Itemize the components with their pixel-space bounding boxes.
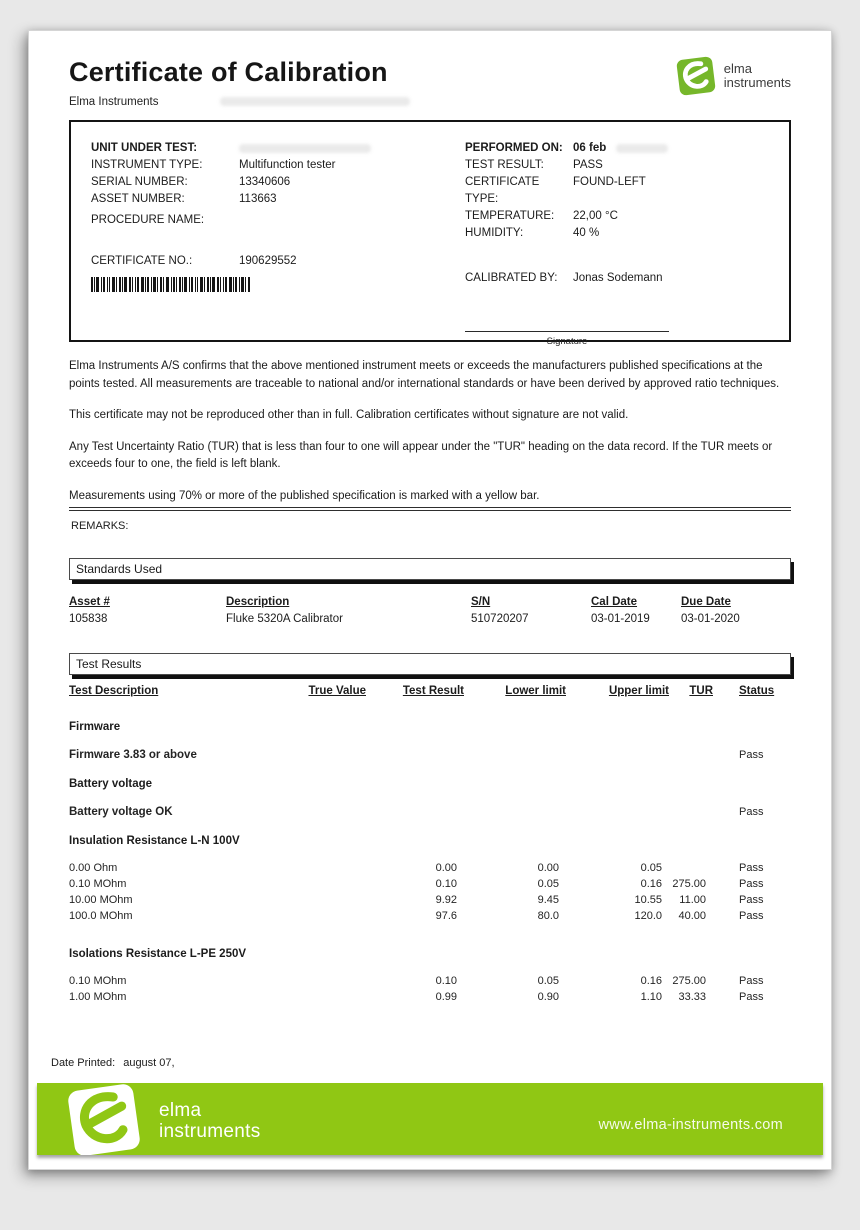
standards-header-caldate: Cal Date [591,596,638,608]
reproduction-paragraph: This certificate may not be reproduced other than in full. Calibration certificates without signature are not valid. [69,409,629,421]
footer-bar [37,1083,823,1155]
signature-line [465,331,669,332]
asset-number-label: ASSET NUMBER: [91,193,185,205]
tur-paragraph: Any Test Uncertainty Ratio (TUR) that is less than four to one will appear under the "TUR" heading on the data record. If the TUR meets or exceeds four to one, the field is left blank. [69,440,773,470]
test-row-status: Pass [739,749,764,761]
test-section-heading-insulation: Insulation Resistance L-N 100V [69,835,240,847]
test-row-description: 0.10 MOhm [69,975,127,987]
test-row-status: Pass [739,878,764,890]
test-row-lower-limit [464,747,566,763]
test-row [69,908,791,924]
test-row-true-value [289,876,366,892]
certificate-no-value: 190629552 [239,255,297,267]
elma-logo-line1: elma [723,60,752,76]
test-row-status: Pass [739,894,764,906]
test-row-test-result: 9.92 [435,894,457,906]
unit-info-left-column [91,140,465,330]
test-row-status: Pass [739,806,764,818]
test-row-description: Firmware 3.83 or above [69,749,197,761]
test-row-status: Pass [739,975,764,987]
test-row-lower-limit: 0.90 [537,991,559,1003]
test-row [69,876,791,892]
test-row-true-value [289,892,366,908]
test-row-test-result: 97.6 [435,910,457,922]
test-row-lower-limit: 0.05 [537,975,559,987]
standards-header-duedate: Due Date [681,596,731,608]
performed-on-label: PERFORMED ON: [465,142,563,154]
test-row-description: 100.0 MOhm [69,910,133,922]
document-header [69,57,791,108]
date-printed [51,1057,175,1069]
procedure-name-label: PROCEDURE NAME: [91,214,205,226]
company-name-text: Elma Instruments [69,96,159,108]
certificate-type-label: CERTIFICATE TYPE: [465,176,540,205]
standards-header-asset: Asset # [69,596,110,608]
test-row-tur [669,747,713,763]
test-row-lower-limit: 80.0 [537,910,559,922]
unit-info-right-column [465,140,765,347]
test-row-description: 10.00 MOhm [69,894,133,906]
tr-header-lower-limit: Lower limit [505,685,566,697]
test-row-tur: 33.33 [678,991,706,1003]
test-row [69,804,791,820]
redacted-text [616,144,668,153]
tr-header-description: Test Description [69,685,159,697]
tr-header-status: Status [739,685,775,697]
elma-logo-line2: instruments [723,75,791,90]
tr-header-true-value: True Value [308,685,366,697]
test-result-label: TEST RESULT: [465,159,544,171]
yellow-bar-paragraph: Measurements using 70% or more of the published specification is marked with a yellow bar. [69,489,540,502]
tr-header-tur: TUR [689,685,713,697]
statement-paragraphs [69,358,791,505]
confirmation-paragraph: Elma Instruments A/S confirms that the above mentioned instrument meets or exceeds the manufacturers published specifications at the points tested. All measurements are traceable to national and/or international standards or have been derived by approved ratio techniques. [69,360,780,390]
test-row-lower-limit: 0.00 [537,862,559,874]
test-row-true-value [289,973,366,989]
test-row-tur: 275.00 [672,878,706,890]
test-row-lower-limit: 0.05 [537,878,559,890]
test-row-lower-limit [464,804,566,820]
test-row-description: 0.10 MOhm [69,878,127,890]
test-row-description: 1.00 MOhm [69,991,127,1003]
standards-description-value: Fluke 5320A Calibrator [226,613,343,625]
test-result-value: PASS [573,159,603,171]
test-row-tur [669,804,713,820]
test-row-true-value [289,804,366,820]
date-printed-label: Date Printed: [51,1057,116,1069]
test-row [69,747,791,763]
footer-elma-logo-text [159,1101,261,1142]
test-row [69,973,791,989]
test-results-header-row [69,685,791,697]
test-row-true-value [289,908,366,924]
test-row-upper-limit: 0.16 [640,975,662,987]
standards-asset-value: 105838 [69,613,108,625]
footer-elma-logo-icon [63,1083,145,1155]
test-row-upper-limit: 0.05 [640,862,662,874]
test-row-test-result [366,804,464,820]
test-row-test-result: 0.00 [435,862,457,874]
footer-website-url: www.elma-instruments.com [598,1117,783,1133]
double-rule-separator [69,507,791,511]
test-row-true-value [289,860,366,876]
test-row-true-value [289,747,366,763]
tr-header-test-result: Test Result [402,685,464,697]
test-row [69,892,791,908]
tr-header-upper-limit: Upper limit [608,685,669,697]
footer-logo-line2: instruments [159,1120,261,1142]
test-row-upper-limit: 10.55 [634,894,662,906]
calibrated-by-label: CALIBRATED BY: [465,272,558,284]
page-title: Certificate of Calibration [69,57,388,87]
test-row-test-result: 0.10 [435,878,457,890]
elma-logo [675,55,791,97]
barcode [91,277,465,297]
test-row-tur: 275.00 [672,975,706,987]
test-row-description: 0.00 Ohm [69,862,118,874]
test-row-upper-limit: 1.10 [640,991,662,1003]
signature-area [465,331,669,347]
test-section-heading-isolations: Isolations Resistance L-PE 250V [69,948,247,960]
standards-header-sn: S/N [471,596,491,608]
certificate-type-value: FOUND-LEFT [573,176,646,188]
test-row-upper-limit: 0.16 [640,878,662,890]
standards-used-box: Standards Used [69,558,791,580]
redacted-text [239,144,371,153]
temperature-value: 22,00 °C [573,210,618,222]
test-row-tur [669,860,713,876]
date-printed-value: august 07, [123,1057,175,1069]
test-row-status: Pass [739,862,764,874]
test-results-box: Test Results [69,653,791,675]
performed-on-value: 06 feb [573,142,607,154]
test-row-upper-limit: 120.0 [634,910,662,922]
elma-logo-icon [675,55,717,97]
unit-info-box [69,120,791,347]
company-name [69,96,791,108]
standards-duedate-value: 03-01-2020 [681,613,740,625]
humidity-label: HUMIDITY: [465,227,524,239]
temperature-label: TEMPERATURE: [465,210,555,222]
test-section-heading-firmware: Firmware [69,721,121,733]
test-row-lower-limit: 9.45 [537,894,559,906]
test-row-test-result: 0.99 [435,991,457,1003]
redacted-text [220,97,410,106]
standards-header-row [69,596,791,608]
test-row-true-value [289,989,366,1005]
standards-sn-value: 510720207 [471,613,529,625]
test-row-upper-limit [566,804,669,820]
test-row-test-result: 0.10 [435,975,457,987]
standards-row [69,611,791,627]
humidity-value: 40 % [573,227,600,239]
asset-number-value: 113663 [239,193,277,205]
elma-logo-text [724,62,791,90]
test-section-heading-battery: Battery voltage [69,778,153,790]
test-row-status: Pass [739,991,764,1003]
standards-caldate-value: 03-01-2019 [591,613,650,625]
certificate-page [28,30,832,1170]
unit-under-test-label: UNIT UNDER TEST: [91,142,198,154]
remarks-label: REMARKS: [71,520,129,532]
instrument-type-value: Multifunction tester [239,159,336,171]
standards-header-description: Description [226,596,290,608]
instrument-type-label: INSTRUMENT TYPE: [91,159,203,171]
serial-number-label: SERIAL NUMBER: [91,176,188,188]
certificate-no-label: CERTIFICATE NO.: [91,255,193,267]
test-row-status: Pass [739,910,764,922]
test-row-tur: 40.00 [678,910,706,922]
calibrated-by-value: Jonas Sodemann [573,272,663,284]
signature-label: Signature [546,336,588,347]
test-row [69,860,791,876]
test-row-description: Battery voltage OK [69,806,173,818]
test-row-upper-limit [566,747,669,763]
serial-number-value: 13340606 [239,176,291,188]
footer-logo-line1: elma [159,1100,202,1121]
test-row [69,989,791,1005]
test-row-test-result [366,747,464,763]
test-row-tur: 11.00 [679,894,706,906]
